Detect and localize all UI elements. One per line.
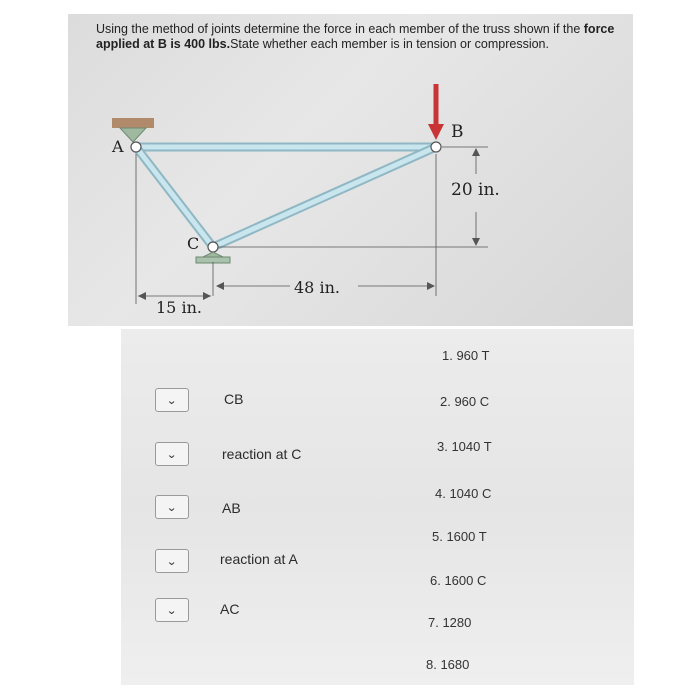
label-c: C (187, 234, 200, 253)
chevron-down-icon: ⌄ (166, 447, 178, 461)
dim-span-label: 48 in. (294, 278, 340, 297)
question-bold: force applied at B is 400 lbs. (96, 22, 615, 51)
chevron-down-icon: ⌄ (166, 500, 178, 514)
dropdown-ac[interactable] (155, 598, 189, 622)
question-part2: State whether each member is in tension or compression. (230, 37, 549, 51)
dropdown-cb[interactable] (155, 388, 189, 412)
option-3: 3. 1040 T (437, 439, 492, 454)
question-part1: Using the method of joints determine the force in each member of the truss shown if the (96, 22, 584, 36)
option-1: 1. 960 T (442, 348, 490, 363)
option-6: 6. 1600 C (430, 573, 487, 588)
item-label-reaction-c: reaction at C (222, 446, 302, 462)
option-2: 2. 960 C (440, 394, 490, 409)
dim-offset-label: 15 in. (156, 298, 202, 317)
dropdown-reaction-c[interactable] (155, 442, 189, 466)
item-label-cb: CB (224, 391, 244, 407)
dropdown-reaction-a[interactable] (155, 549, 189, 573)
dropdown-ab[interactable] (155, 495, 189, 519)
chevron-down-icon: ⌄ (166, 393, 178, 407)
matching-panel (121, 329, 634, 685)
dim-height-label: 20 in. (451, 180, 500, 200)
item-label-ab: AB (222, 500, 241, 516)
option-5: 5. 1600 T (432, 529, 487, 544)
support-a-block (112, 118, 154, 128)
joint-a (131, 142, 141, 152)
load-arrow-head (428, 124, 444, 140)
support-c-roller (203, 252, 223, 257)
chevron-down-icon: ⌄ (166, 554, 178, 568)
item-label-reaction-a: reaction at A (220, 551, 298, 567)
option-8: 8. 1680 (426, 657, 470, 672)
option-7: 7. 1280 (428, 615, 472, 630)
joint-c (208, 242, 218, 252)
option-4: 4. 1040 C (435, 486, 492, 501)
chevron-down-icon: ⌄ (166, 603, 178, 617)
truss-diagram (68, 14, 636, 326)
joint-b (431, 142, 441, 152)
item-label-ac: AC (220, 601, 240, 617)
label-a: A (112, 137, 124, 156)
label-b: B (451, 122, 464, 142)
